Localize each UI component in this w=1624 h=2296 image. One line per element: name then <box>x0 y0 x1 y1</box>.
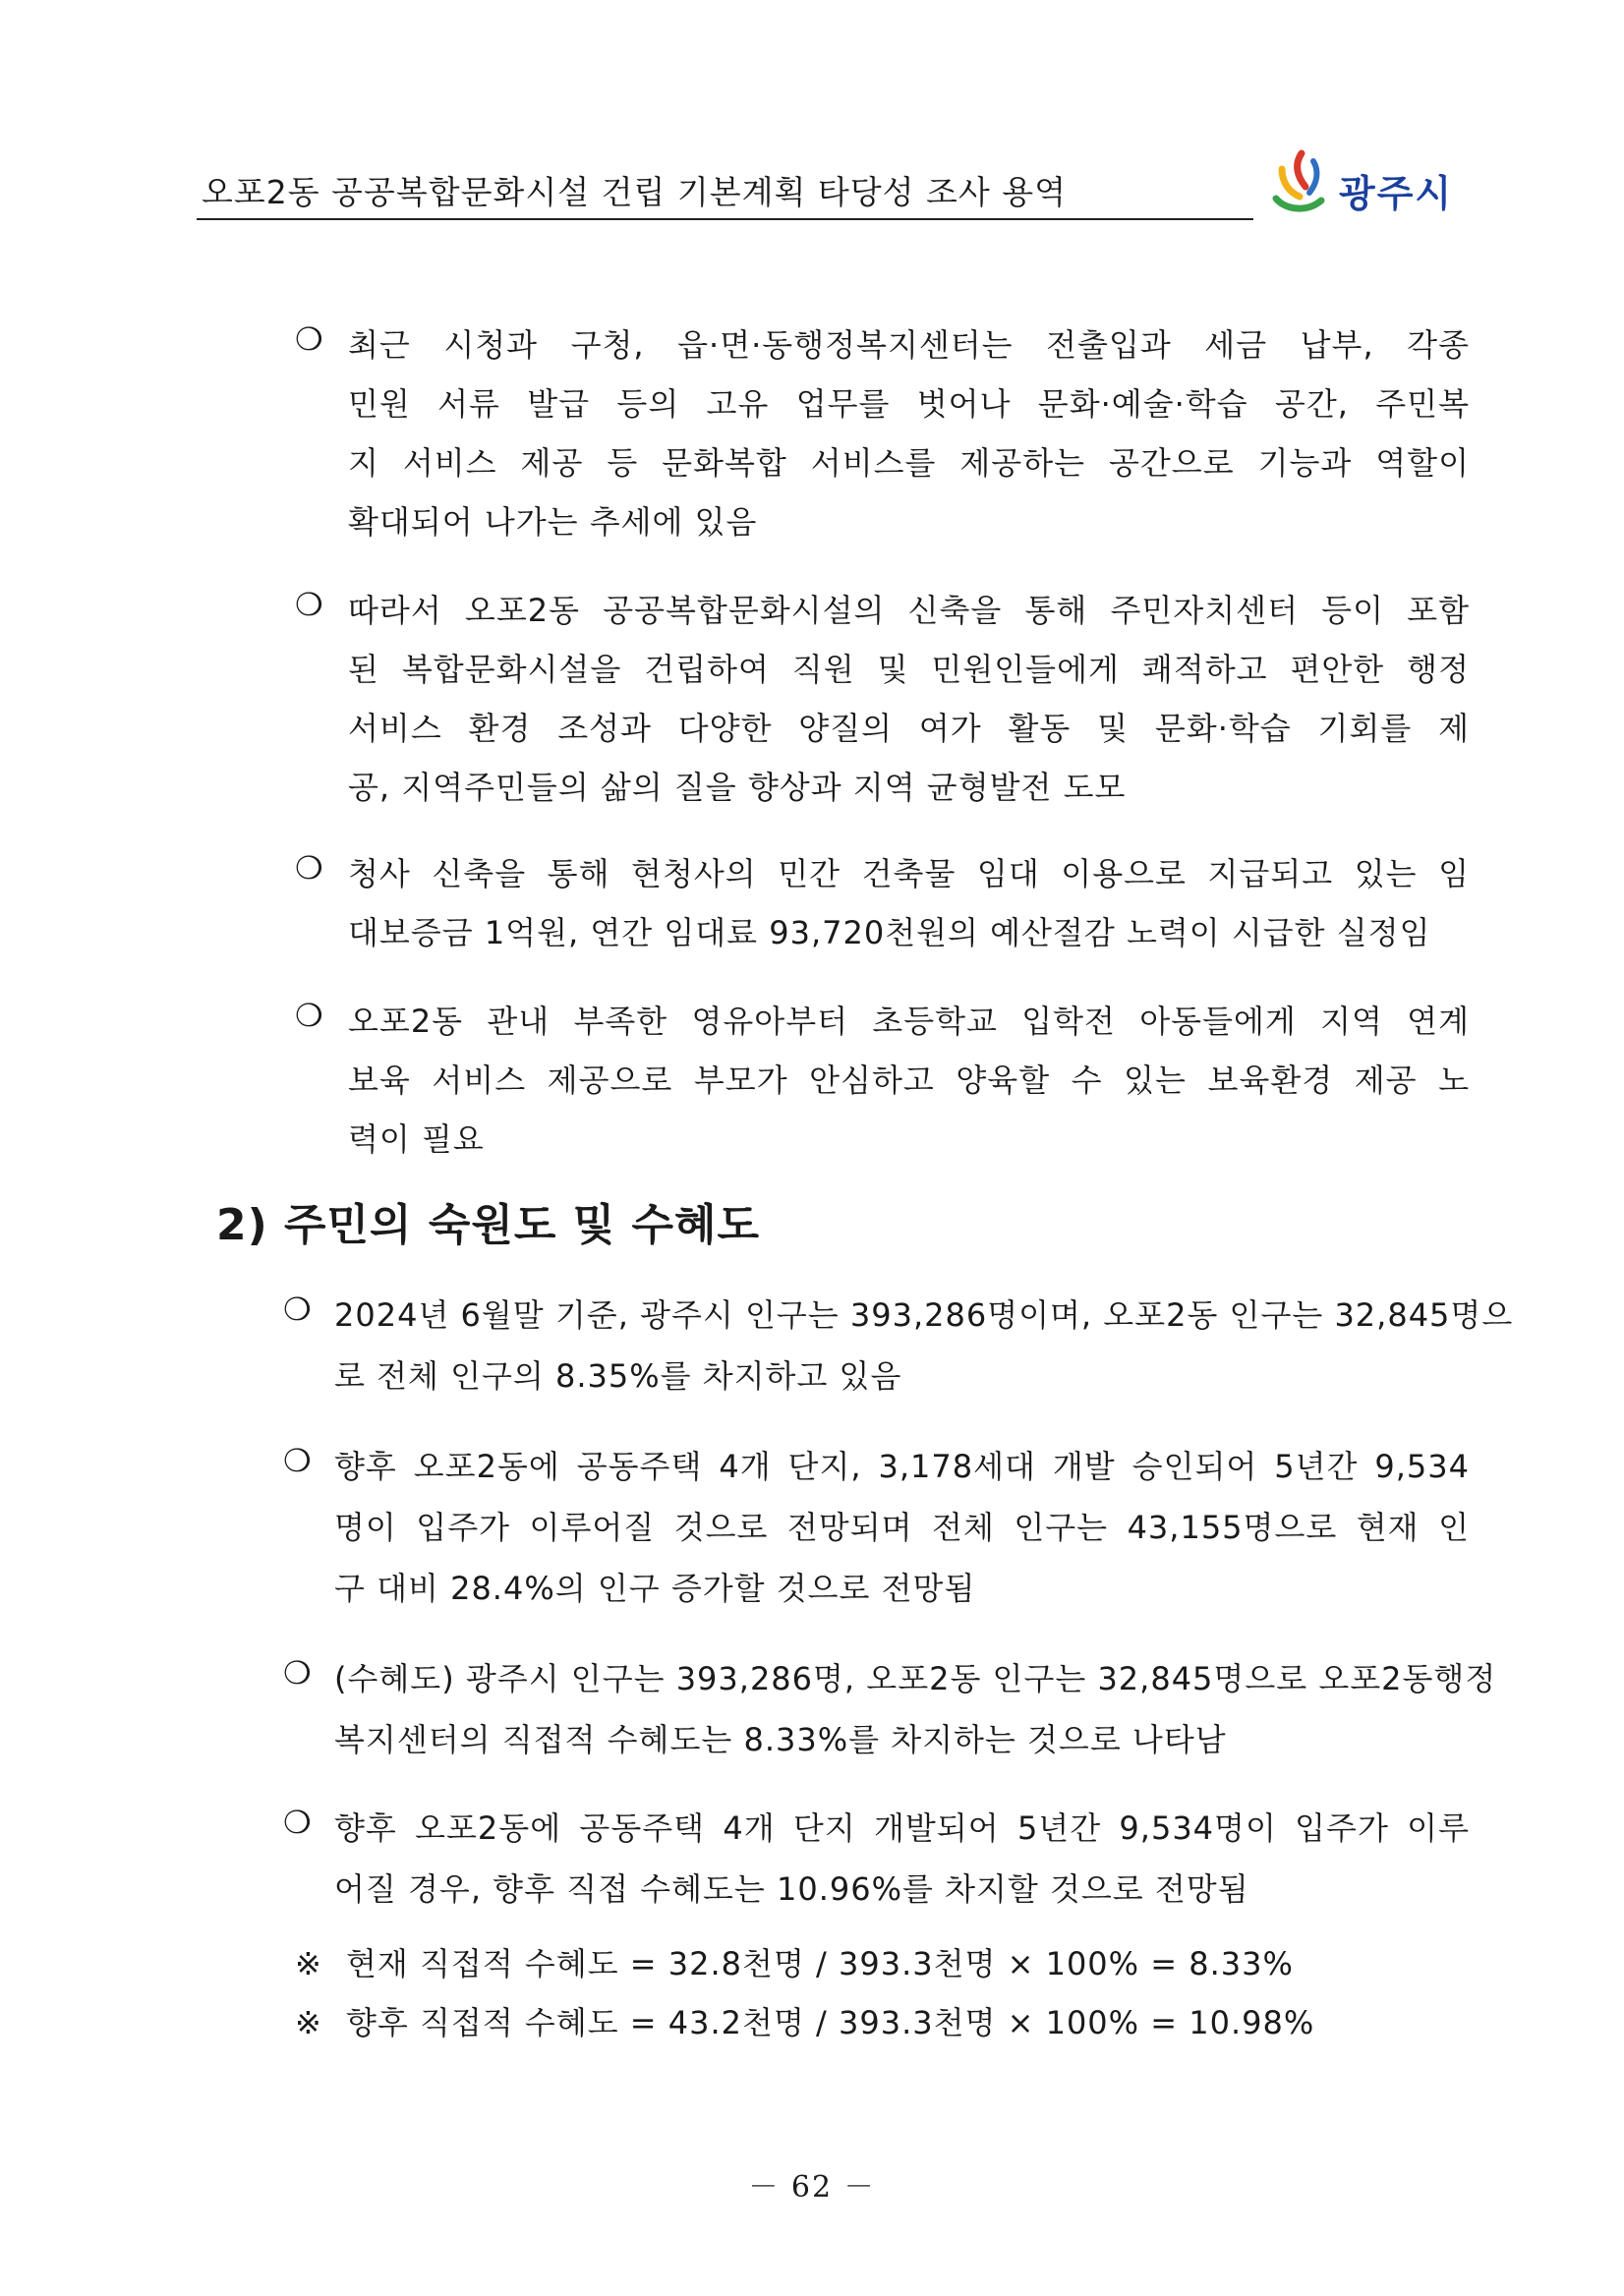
bullet-line: 보육 서비스 제공으로 부모가 안심하고 양육할 수 있는 보육환경 제공 노 <box>348 1062 1470 1099</box>
bullet-marker: ❍ <box>283 1442 312 1479</box>
bullet-line: 로 전체 인구의 8.35%를 차지하고 있음 <box>334 1357 902 1395</box>
bullet-line: 민원 서류 발급 등의 고유 업무를 벗어나 문화·예술·학습 공간, 주민복 <box>348 385 1470 423</box>
page-number: － 62 － <box>748 2170 876 2205</box>
header-divider <box>197 218 1253 220</box>
bullet-line: 향후 오포2동에 공동주택 4개 단지 개발되어 5년간 9,534명이 입주가 이루 <box>334 1809 1470 1847</box>
bullet-marker: ❍ <box>283 1804 312 1841</box>
bullet-line: 명이 입주가 이루어질 것으로 전망되며 전체 인구는 43,155명으로 현재 인 <box>334 1509 1470 1546</box>
bullet-line: 2024년 6월말 기준, 광주시 인구는 393,286명이며, 오포2동 인구는 32,845명으 <box>334 1296 1514 1334</box>
note-text: 현재 직접적 수혜도 = 32.8천명 / 393.3천명 × 100% = 8.33% <box>346 1945 1294 1982</box>
bullet-marker: ❍ <box>283 1291 312 1328</box>
bullet-line: 따라서 오포2동 공공복합문화시설의 신축을 통해 주민자치센터 등이 포함 <box>348 592 1470 629</box>
bullet-line: 최근 시청과 구청, 읍·면·동행정복지센터는 전출입과 세금 납부, 각종 <box>348 326 1470 364</box>
bullet-line: 청사 신축을 통해 현청사의 민간 건축물 임대 이용으로 지급되고 있는 임 <box>348 855 1470 892</box>
bullet-line: 구 대비 28.4%의 인구 증가할 것으로 전망됨 <box>334 1570 976 1607</box>
document-header-title: 오포2동 공공복합문화시설 건립 기본계획 타당성 조사 용역 <box>202 173 1068 211</box>
bullet-line: 향후 오포2동에 공동주택 4개 단지, 3,178세대 개발 승인되어 5년간 9,534 <box>334 1448 1470 1485</box>
note-text: 향후 직접적 수혜도 = 43.2천명 / 393.3천명 × 100% = 10.98% <box>346 2004 1315 2041</box>
bullet-line: 복지센터의 직접적 수혜도는 8.33%를 차지하는 것으로 나타남 <box>334 1721 1227 1758</box>
bullet-marker: ❍ <box>283 1654 312 1692</box>
bullet-line: 오포2동 관내 부족한 영유아부터 초등학교 입학전 아동들에게 지역 연계 <box>348 1003 1470 1040</box>
bullet-line: 력이 필요 <box>348 1120 485 1158</box>
bullet-line: 확대되어 나가는 추세에 있음 <box>348 503 758 541</box>
gwangju-emblem-icon <box>1268 147 1329 218</box>
bullet-line: 된 복합문화시설을 건립하여 직원 및 민원인들에게 쾌적하고 편안한 행정 <box>348 651 1470 688</box>
logo-text: 광주시 <box>1339 172 1454 215</box>
bullet-line: (수혜도) 광주시 인구는 393,286명, 오포2동 인구는 32,845명으로 오포2동행정 <box>334 1660 1497 1697</box>
bullet-marker: ❍ <box>295 320 323 358</box>
bullet-marker: ❍ <box>295 586 323 623</box>
gwangju-city-logo <box>1268 147 1494 221</box>
note-marker: ※ <box>295 2004 322 2041</box>
bullet-marker: ❍ <box>295 997 323 1034</box>
calculation-note <box>295 1998 1314 2043</box>
bullet-line: 어질 경우, 향후 직접 수혜도는 10.96%를 차지할 것으로 전망됨 <box>334 1870 1249 1908</box>
bullet-line: 지 서비스 제공 등 문화복합 서비스를 제공하는 공간으로 기능과 역할이 <box>348 444 1470 482</box>
bullet-marker: ❍ <box>295 849 323 887</box>
bullet-line: 대보증금 1억원, 연간 임대료 93,720천원의 예산절감 노력이 시급한 실정임 <box>348 914 1431 951</box>
note-marker: ※ <box>295 1945 322 1982</box>
bullet-line: 서비스 환경 조성과 다양한 양질의 여가 활동 및 문화·학습 기회를 제 <box>348 710 1470 747</box>
calculation-note <box>295 1939 1294 1984</box>
bullet-line: 공, 지역주민들의 삶의 질을 향상과 지역 균형발전 도모 <box>348 769 1127 806</box>
section-heading: 2) 주민의 숙원도 및 수혜도 <box>216 1200 761 1250</box>
